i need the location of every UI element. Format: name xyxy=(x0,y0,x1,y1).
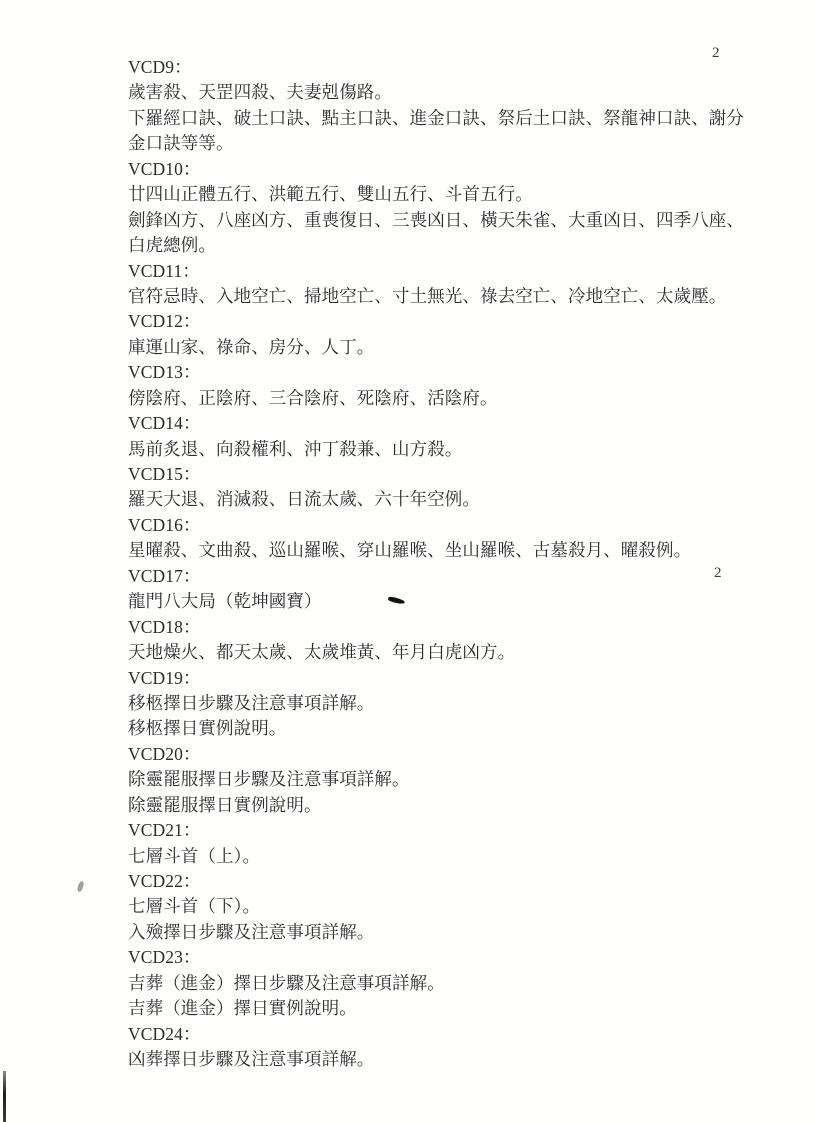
vcd-label: VCD14： xyxy=(128,413,201,434)
vcd-content-line: 白虎總例。 xyxy=(128,235,216,256)
vcd-content-line: 劍鋒凶方、八座凶方、重喪復日、三喪凶日、橫天朱雀、大重凶日、四季八座、 xyxy=(128,209,744,230)
vcd-label: VCD10： xyxy=(128,158,201,179)
vcd-content-line: 歲害殺、天罡四殺、夫妻剋傷路。 xyxy=(128,82,392,103)
vcd-content-line: 傍陰府、正陰府、三合陰府、死陰府、活陰府。 xyxy=(128,387,498,408)
vcd-label: VCD17： xyxy=(128,565,201,586)
vcd-content-line: 除靈罷服擇日步驟及注意事項詳解。 xyxy=(128,769,410,790)
vcd-content-line: 庫運山家、祿命、房分、人丁。 xyxy=(128,336,375,357)
vcd-label: VCD18： xyxy=(128,616,201,637)
vcd-content-line: 移柩擇日實例說明。 xyxy=(128,718,287,739)
vcd-label: VCD22： xyxy=(128,871,201,891)
vcd-label: VCD13： xyxy=(128,362,201,383)
vcd-content-line: 金口訣等等。 xyxy=(128,133,234,154)
vcd-content-line: 星曜殺、文曲殺、巡山羅喉、穿山羅喉、坐山羅喉、古墓殺月、曜殺例。 xyxy=(128,540,692,561)
vcd-content-line: 入殮擇日步驟及注意事項詳解。 xyxy=(128,921,375,942)
vcd-label: VCD15： xyxy=(128,464,201,484)
vcd-content-line: 除靈罷服擇日實例說明。 xyxy=(128,794,322,815)
vcd-label: VCD11： xyxy=(128,260,200,281)
vcd-content-line: 凶葬擇日步驟及注意事項詳解。 xyxy=(128,1049,375,1070)
vcd-content-line: 七層斗首（下）。 xyxy=(128,896,261,917)
vcd-content-line: 羅天大退、消滅殺、日流太歲、六十年空例。 xyxy=(128,489,480,510)
vcd-content-line: 龍門八大局（乾坤國寶） xyxy=(128,591,322,612)
vcd-content-line: 廿四山正體五行、洪範五行、雙山五行、斗首五行。 xyxy=(128,184,533,205)
vcd-label: VCD19： xyxy=(128,667,201,688)
ink-speck-artifact xyxy=(77,881,85,893)
vcd-content-line: 天地燥火、都天太歲、太歲堆黃、年月白虎凶方。 xyxy=(128,642,516,663)
vcd-content-line: 吉葬（進金）擇日實例說明。 xyxy=(128,998,357,1019)
vcd-label: VCD12： xyxy=(128,311,201,332)
vcd-content-line: 移柩擇日步驟及注意事項詳解。 xyxy=(128,692,375,713)
scan-edge-artifact xyxy=(3,1071,6,1122)
vcd-label: VCD9： xyxy=(128,57,192,77)
vcd-label: VCD24： xyxy=(128,1023,201,1044)
vcd-label: VCD20： xyxy=(128,743,201,764)
page-number-top: 2 xyxy=(712,45,720,61)
vcd-content-line: 下羅經口訣、破土口訣、點主口訣、進金口訣、祭后土口訣、祭龍神口訣、謝分 xyxy=(128,107,744,128)
document-body xyxy=(128,55,788,1073)
page-number-mid: 2 xyxy=(714,565,722,581)
vcd-label: VCD16： xyxy=(128,514,201,535)
vcd-content-line: 馬前炙退、向殺權利、沖丁殺兼、山方殺。 xyxy=(128,438,463,459)
vcd-label: VCD21： xyxy=(128,820,201,841)
vcd-content-line: 吉葬（進金）擇日步驟及注意事項詳解。 xyxy=(128,972,445,993)
vcd-content-line: 七層斗首（上）。 xyxy=(128,845,261,866)
vcd-label: VCD23： xyxy=(128,947,201,968)
vcd-content-line: 官符忌時、入地空亡、掃地空亡、寸土無光、祿去空亡、冷地空亡、太歲壓。 xyxy=(128,285,727,306)
